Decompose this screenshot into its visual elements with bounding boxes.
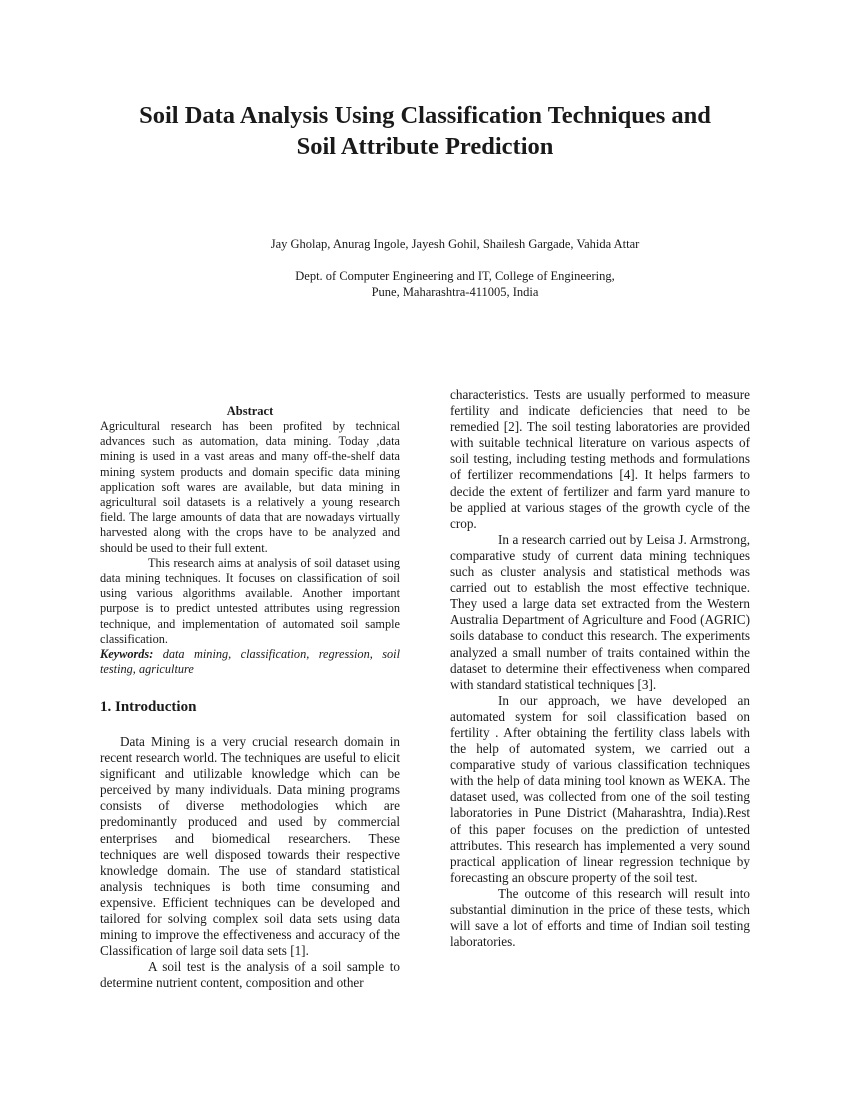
- introduction-paragraph-2: A soil test is the analysis of a soil sample to determine nutrient content, composition and other: [100, 959, 400, 991]
- affiliation: [0, 268, 850, 300]
- abstract-paragraph-2: This research aims at analysis of soil dataset using data mining techniques. It focuses on classification of soil using various algorithms available. Another important purpose is to predict untested attributes using regression technique, and implementation of automated soil sample classification.: [100, 555, 400, 646]
- introduction-paragraph-1: Data Mining is a very crucial research domain in recent research world. The techniques are useful to elicit significant and utilizable knowledge which can be perceived by many individuals. Data mining programs consists of diverse methodologies which are predominantly produced and used by commercial enterprises and biomedical researchers. These techniques are well disposed towards their respective knowledge domain. The use of standard statistical analysis techniques is both time consuming and expensive. Efficient techniques can be developed and tailored for solving complex soil data sets using data mining to improve the effectiveness and accuracy of the Classification of large soil data sets [1].: [100, 734, 400, 959]
- right-paragraph-1: characteristics. Tests are usually performed to measure fertility and indicate deficiencies that need to be remedied [2]. The soil testing laboratories are provided with suitable technical literature on various aspects of soil testing, including testing methods and formulations of fertilizer recommendations [4]. It helps farmers to decide the extent of fertilizer and farm yard manure to be applied at various stages of the growth cycle of the crop.: [450, 387, 750, 531]
- affiliation-line-1: Dept. of Computer Engineering and IT, College of Engineering,: [295, 269, 615, 283]
- right-paragraph-4: The outcome of this research will result into substantial diminution in the price of these tests, which will save a lot of efforts and time of Indian soil testing laboratories.: [450, 885, 750, 950]
- abstract-heading: Abstract: [226, 404, 274, 418]
- paper-title-line-1: Soil Data Analysis Using Classification Techniques and: [139, 102, 711, 129]
- paper-title: [60, 100, 790, 162]
- right-column: [450, 387, 750, 950]
- keywords-label: Keywords:: [100, 647, 154, 662]
- paper-title-line-2: Soil Attribute Prediction: [296, 133, 554, 160]
- introduction-section: [100, 734, 400, 992]
- author-list: Jay Gholap, Anurag Ingole, Jayesh Gohil, Shailesh Gargade, Vahida Attar: [270, 237, 640, 251]
- right-paragraph-3: In our approach, we have developed an automated system for soil classification based on fertility . After obtaining the fertility class labels with the help of automated system, we carried out a comparative study of various classification techniques with the help of data mining tool known as WEKA. The dataset used, was collected from one of the soil testing laboratories in Pune District (Maharashtra, India).Rest of this paper focuses on the prediction of untested attributes. This research has implemented a very sound practical application of linear regression technique by forecasting an obscure property of the soil test.: [450, 692, 750, 885]
- abstract-section: [100, 404, 400, 677]
- affiliation-line-2: Pune, Maharashtra-411005, India: [371, 285, 539, 299]
- right-paragraph-2: In a research carried out by Leisa J. Armstrong, comparative study of current data mining techniques such as cluster analysis and statistical methods was carried out to establish the most effective technique. They used a large data set extracted from the Western Australia Department of Agriculture and Food (AGRIC) soils database to conduct this research. The experiments analyzed a small number of traits contained within the dataset to determine their effectiveness when compared with standard statistical techniques [3].: [450, 531, 750, 692]
- introduction-heading: 1. Introduction: [100, 699, 197, 715]
- abstract-paragraph-1: Agricultural research has been profited by technical advances such as automation, data mining. Today ,data mining is used in a vast areas and many off-the-shelf data mining system products and domain specific data mining application soft wares are available, but data mining in agricultural soil datasets is a relatively a young research field. The large amounts of data that are nowadays virtually harvested along with the crops have to be analyzed and should be used to their full extent.: [100, 419, 400, 555]
- keywords: [100, 647, 400, 677]
- keywords-text: data mining, classification, regression, soil testing, agriculture: [100, 647, 400, 677]
